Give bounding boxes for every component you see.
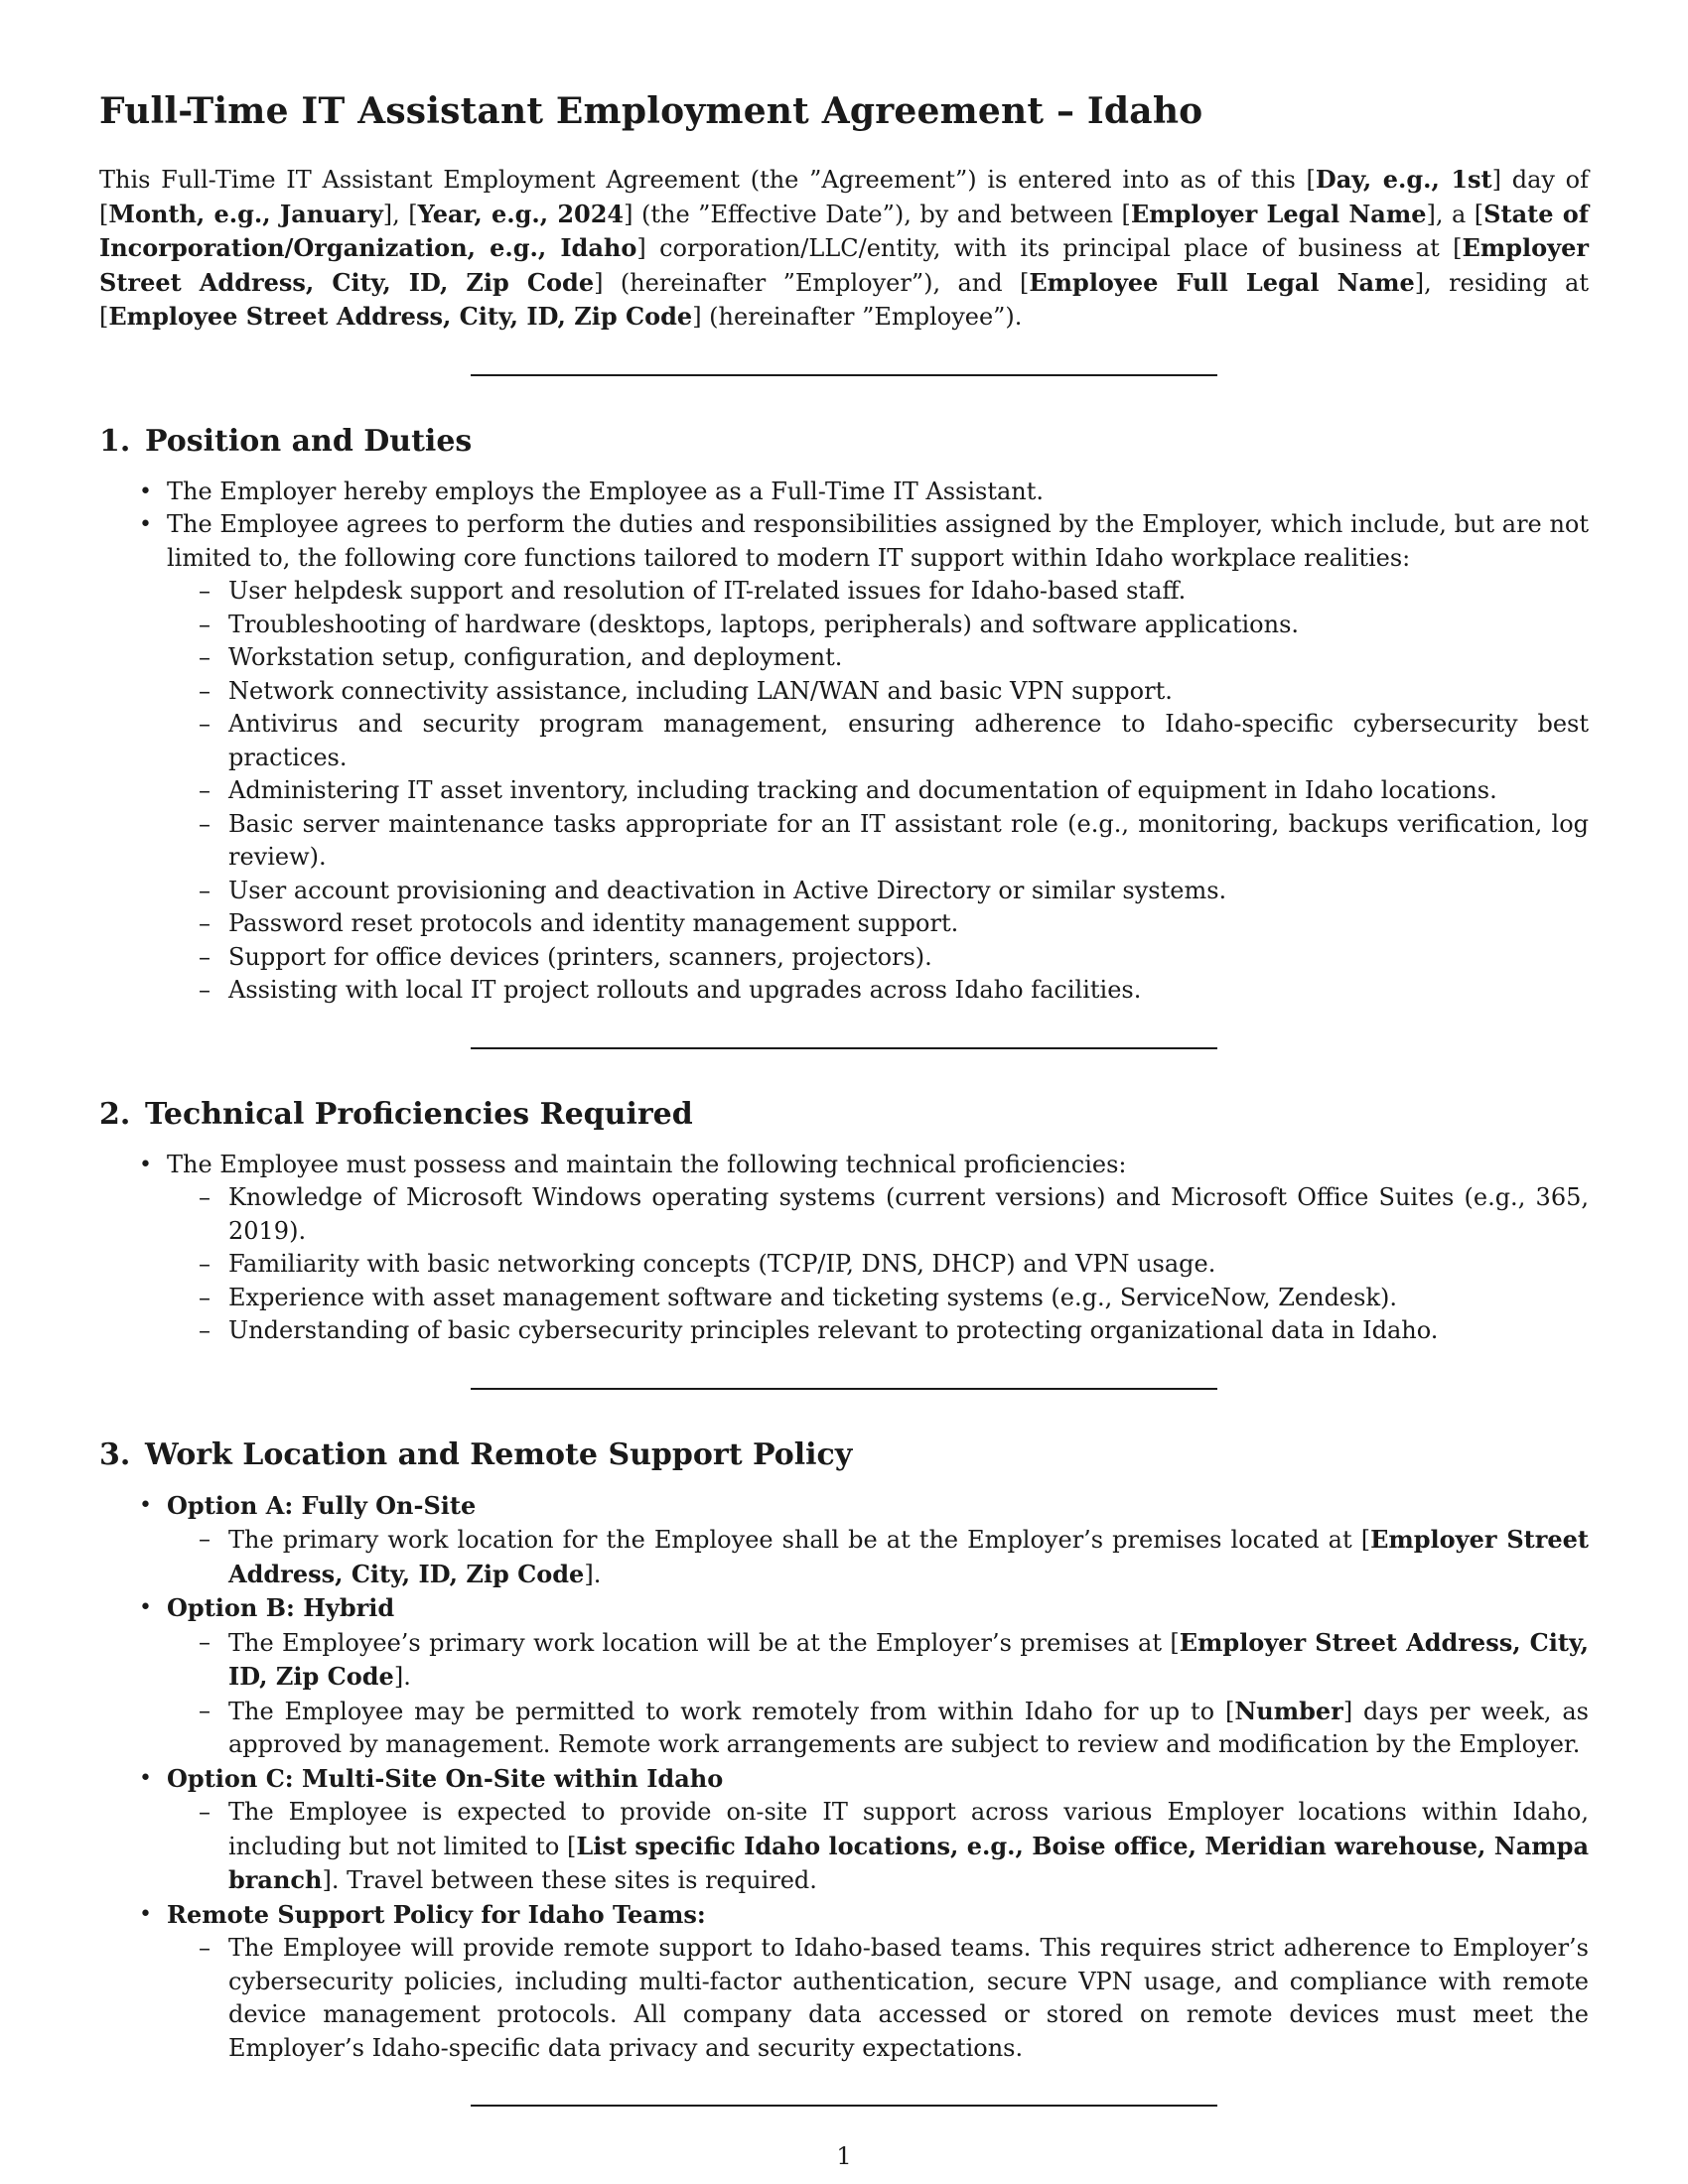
section-2-list [99,1149,1589,1348]
option-label: Option B: Hybrid [167,1593,395,1622]
sub-list-item [228,1796,1589,1898]
section-heading-1 [99,422,1589,462]
sub-list-item [228,1626,1589,1695]
placeholder-day: Day, e.g., 1st [1315,165,1492,194]
sub-list-item: – Understanding of basic cybersecurity principles relevant to protecting organizational data in Idaho. [228,1314,1589,1348]
section-heading-2 [99,1095,1589,1135]
sub-list-item: – Password reset protocols and identity management support. [228,907,1589,941]
intro-text: ] (hereinafter ”Employee”). [692,303,1023,331]
option-label: Remote Support Policy for Idaho Teams: [167,1899,706,1929]
option-label: Option A: Fully On-Site [167,1490,477,1520]
option-a-sublist [167,1523,1589,1591]
section-1-list [99,476,1589,1008]
section-title: Work Location and Remote Support Policy [145,1436,853,1472]
section-divider [471,374,1217,376]
sub-item-text: The Employee may be permitted to work remotely from within Idaho for up to [ [228,1697,1235,1725]
sub-list-item [228,1523,1589,1591]
sub-item-text: ]. Travel between these sites is required. [322,1866,817,1894]
intro-text: ] (the ”Effective Date”), by and between [ [624,200,1131,228]
option-c-item [167,1762,1589,1898]
list-item-text: The Employee agrees to perform the duties and responsibilities assigned by the Employer, which include, but are not limited to, the following core functions tailored to modern IT support within Idaho workplace realities: [167,510,1589,572]
intro-text: ], residing at [ [99,268,1590,331]
sub-list-item: – Basic server maintenance tasks appropriate for an IT assistant role (e.g., monitoring, backups verification, log review). [228,808,1589,875]
sub-list-item: – Troubleshooting of hardware (desktops, laptops, peripherals) and software applications. [228,609,1589,642]
section-heading-3 [99,1435,1589,1475]
placeholder-locations: List specific Idaho locations, e.g., Boise office, Meridian warehouse, Nampa branch [228,1831,1589,1894]
placeholder-state: State of Incorporation/Organization, e.g., Idaho [99,199,1590,262]
placeholder-year: Year, e.g., 2024 [417,199,625,228]
placeholder-employer-name: Employer Legal Name [1130,199,1427,228]
section-divider [471,1047,1217,1049]
document-page [99,87,1589,2107]
sub-list-item: – Experience with asset management software and ticketing systems (e.g., ServiceNow, Zendesk). [228,1282,1589,1315]
placeholder-employee-address: Employee Street Address, City, ID, Zip Code [108,302,693,331]
placeholder-month: Month, e.g., January [108,199,383,228]
section-number: 2. [99,1096,131,1132]
sub-list-item: – Familiarity with basic networking concepts (TCP/IP, DNS, DHCP) and VPN usage. [228,1248,1589,1282]
sub-list-item: – Administering IT asset inventory, including tracking and documentation of equipment in Idaho locations. [228,774,1589,808]
sub-item-text: The Employee is expected to provide on-site IT support across various Employer locations within Idaho, including but not limited to [ [228,1798,1589,1860]
sub-list-item: – Workstation setup, configuration, and deployment. [228,641,1589,675]
intro-text: This Full-Time IT Assistant Employment Agreement (the ”Agreement”) is entered into as of this [ [99,166,1316,194]
sub-item-text: The primary work location for the Employee shall be at the Employer’s premises located at [ [228,1526,1371,1554]
sub-list-item: – User helpdesk support and resolution of IT-related issues for Idaho-based staff. [228,575,1589,609]
remote-policy-item [167,1898,1589,2066]
section-title: Position and Duties [145,423,473,459]
sub-list-item: – Support for office devices (printers, scanners, projectors). [228,941,1589,975]
option-b-item [167,1591,1589,1762]
sub-list-item [228,1695,1589,1762]
sub-list-item: – User account provisioning and deactivation in Active Directory or similar systems. [228,875,1589,908]
sub-list-item: – Knowledge of Microsoft Windows operating systems (current versions) and Microsoft Office Suites (e.g., 365, 2019). [228,1181,1589,1248]
placeholder-employer-address: Employer Street Address, City, ID, Zip Code [99,233,1589,297]
intro-paragraph [99,163,1589,335]
list-item [167,508,1589,1008]
section-divider [471,2105,1217,2107]
sub-list-item: – Assisting with local IT project rollouts and upgrades across Idaho facilities. [228,974,1589,1008]
sub-list-item: – Antivirus and security program management, ensuring adherence to Idaho-specific cybersecurity best practices. [228,708,1589,774]
document-title: Full-Time IT Assistant Employment Agreement – Idaho [99,90,1203,132]
sub-item-text: ] days per week, as approved by management. Remote work arrangements are subject to review and modification by the Employer. [228,1697,1589,1758]
list-item-text: The Employee must possess and maintain the following technical proficiencies: [167,1150,1127,1178]
option-b-sublist [167,1626,1589,1762]
placeholder-employer-address: Employer Street Address, City, ID, Zip Code [228,1627,1589,1691]
duties-sublist [167,575,1589,1008]
option-c-sublist [167,1796,1589,1898]
sub-item-text: The Employee’s primary work location will be at the Employer’s premises at [ [228,1628,1180,1657]
sub-item-text: ]. [584,1560,602,1588]
sub-list-item: – Network connectivity assistance, including LAN/WAN and basic VPN support. [228,675,1589,709]
placeholder-number: Number [1234,1696,1343,1725]
section-3-list [99,1489,1589,2066]
section-divider [471,1388,1217,1390]
sub-item-text: ]. [393,1663,411,1691]
intro-text: ] (hereinafter ”Employer”), and [ [594,268,1030,297]
sub-list-item: – The Employee will provide remote support to Idaho-based teams. This requires strict adherence to Employer’s cybersecurity policies, including multi-factor authentication, secure VPN usage, and compliance with remote device management protocols. All company data accessed or stored on remote devices must meet the Employer’s Idaho-specific data privacy and security expectations. [228,1932,1589,2065]
placeholder-employer-address: Employer Street Address, City, ID, Zip Code [228,1525,1590,1588]
remote-policy-sublist [167,1932,1589,2065]
section-title: Technical Proficiencies Required [145,1096,693,1132]
section-number: 1. [99,423,131,459]
option-a-item [167,1489,1589,1592]
list-item [167,1149,1589,1348]
placeholder-employee-name: Employee Full Legal Name [1029,267,1415,297]
option-label: Option C: Multi-Site On-Site within Idaho [167,1763,724,1793]
intro-text: ], [ [382,200,418,228]
intro-text: ], a [ [1426,200,1484,228]
section-number: 3. [99,1436,131,1472]
list-item: • The Employer hereby employs the Employee as a Full-Time IT Assistant. [167,476,1589,509]
intro-text: ] corporation/LLC/entity, with its principal place of business at [ [636,234,1463,262]
page-number: 1 [836,2142,852,2170]
intro-text: ] day of [ [99,166,1590,228]
proficiencies-sublist [167,1181,1589,1348]
